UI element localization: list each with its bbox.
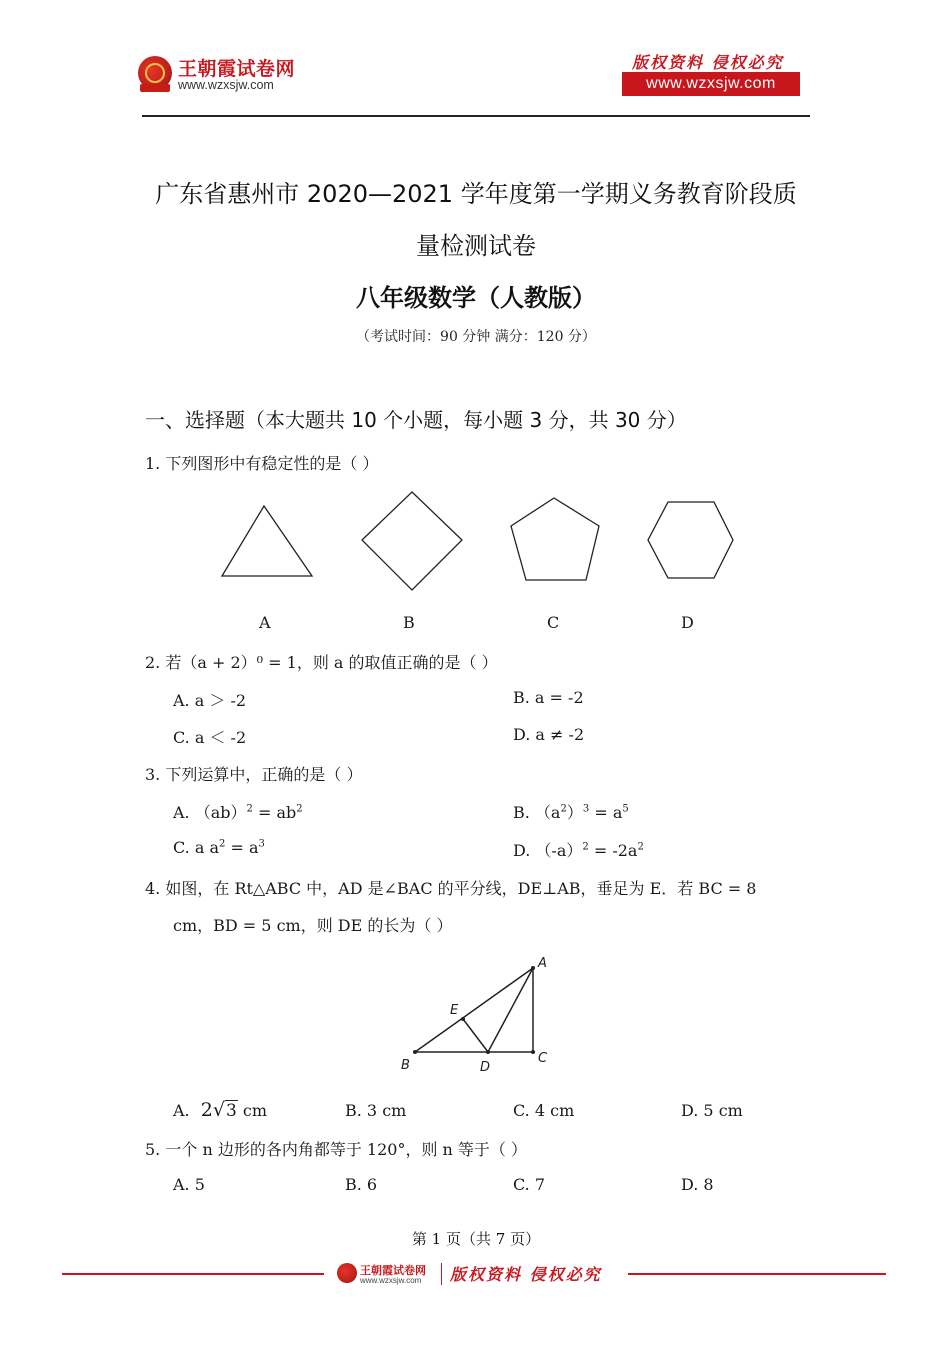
vertex-label-d: D xyxy=(480,1060,491,1075)
q1-shapes xyxy=(200,486,760,596)
q2-option-a: A. a ＞ -2 xyxy=(173,691,247,710)
footer-logo-url: www.wzxsjw.com xyxy=(360,1276,422,1285)
logo-ribbon xyxy=(140,84,170,92)
copyright-notice: 版权资料 侵权必究 xyxy=(632,53,784,72)
q3-option-a: A. $(ab)^2 = ab^2$ xyxy=(173,803,303,822)
exam-subtitle: 八年级数学（人教版） xyxy=(356,284,596,312)
question-4-stem-line2: cm，BD = 5 cm，则 DE 的长为（ ） xyxy=(173,916,453,935)
footer-logo-icon xyxy=(337,1263,357,1283)
question-1-stem: 1. 下列图形中有稳定性的是（ ） xyxy=(145,454,379,473)
page-number: 第 1 页（共 7 页） xyxy=(411,1230,541,1248)
pentagon-icon xyxy=(511,498,599,580)
vertex-label-b: B xyxy=(401,1058,410,1073)
vertex-label-a: A xyxy=(538,956,547,971)
exam-info: （考试时间：90 分钟 满分：120 分） xyxy=(356,329,596,345)
section-heading: 一、选择题（本大题共 10 个小题，每小题 3 分，共 30 分） xyxy=(145,408,687,432)
logo-url: www.wzxsjw.com xyxy=(178,78,274,92)
option-label-d: D xyxy=(681,613,694,632)
vertex-label-e: E xyxy=(450,1003,459,1018)
q5-option-b: B. 6 xyxy=(345,1175,378,1194)
footer-copyright: 版权资料 侵权必究 xyxy=(450,1265,602,1284)
q2-option-c: C. a ＜ -2 xyxy=(173,728,247,747)
logo-name: 王朝霞试卷网 xyxy=(178,58,296,80)
q5-option-a: A. 5 xyxy=(173,1175,205,1194)
footer-separator xyxy=(441,1263,442,1285)
q4-option-d: D. 5 cm xyxy=(681,1101,743,1120)
q2-option-d: D. a ≠ -2 xyxy=(513,725,585,744)
q4-triangle-figure xyxy=(395,950,565,1080)
q3-option-b: B. $(a^2)^3 = a^5$ xyxy=(513,803,629,822)
footer-logo-name: 王朝霞试卷网 xyxy=(360,1264,426,1277)
q5-option-c: C. 7 xyxy=(513,1175,546,1194)
site-url-banner: www.wzxsjw.com xyxy=(622,72,800,96)
question-2-stem: 2. 若（a + 2）⁰ = 1，则 a 的取值正确的是（ ） xyxy=(145,653,498,672)
q3-option-c: C. a $a^2 = a^3$ xyxy=(173,838,265,857)
q4-option-a: A. 2√3 cm xyxy=(173,1099,267,1121)
footer-rule-left xyxy=(62,1273,324,1275)
triangle-icon xyxy=(222,506,312,576)
hexagon-icon xyxy=(648,502,733,578)
exam-title-line1: 广东省惠州市 2020—2021 学年度第一学期义务教育阶段质 xyxy=(155,180,797,208)
q3-option-d: D. $(-a)^2 = -2a^2$ xyxy=(513,841,644,860)
question-4-stem-line1: 4. 如图，在 Rt△ABC 中，AD 是∠BAC 的平分线，DE⊥AB，垂足为 E．若 BC = 8 xyxy=(145,879,757,898)
option-label-b: B xyxy=(403,613,415,632)
q2-option-b: B. a = -2 xyxy=(513,688,584,707)
exam-title-line2: 量检测试卷 xyxy=(416,232,536,260)
option-label-a: A xyxy=(259,613,271,632)
vertex-label-c: C xyxy=(538,1051,548,1066)
q4-option-b: B. 3 cm xyxy=(345,1101,407,1120)
option-label-c: C xyxy=(547,613,560,632)
footer-rule-right xyxy=(628,1273,886,1275)
diamond-icon xyxy=(362,492,462,590)
question-3-stem: 3. 下列运算中，正确的是（ ） xyxy=(145,765,363,784)
q5-option-d: D. 8 xyxy=(681,1175,714,1194)
question-5-stem: 5. 一个 n 边形的各内角都等于 120°，则 n 等于（ ） xyxy=(145,1140,528,1159)
q4-option-c: C. 4 cm xyxy=(513,1101,575,1120)
header-divider xyxy=(142,115,810,117)
